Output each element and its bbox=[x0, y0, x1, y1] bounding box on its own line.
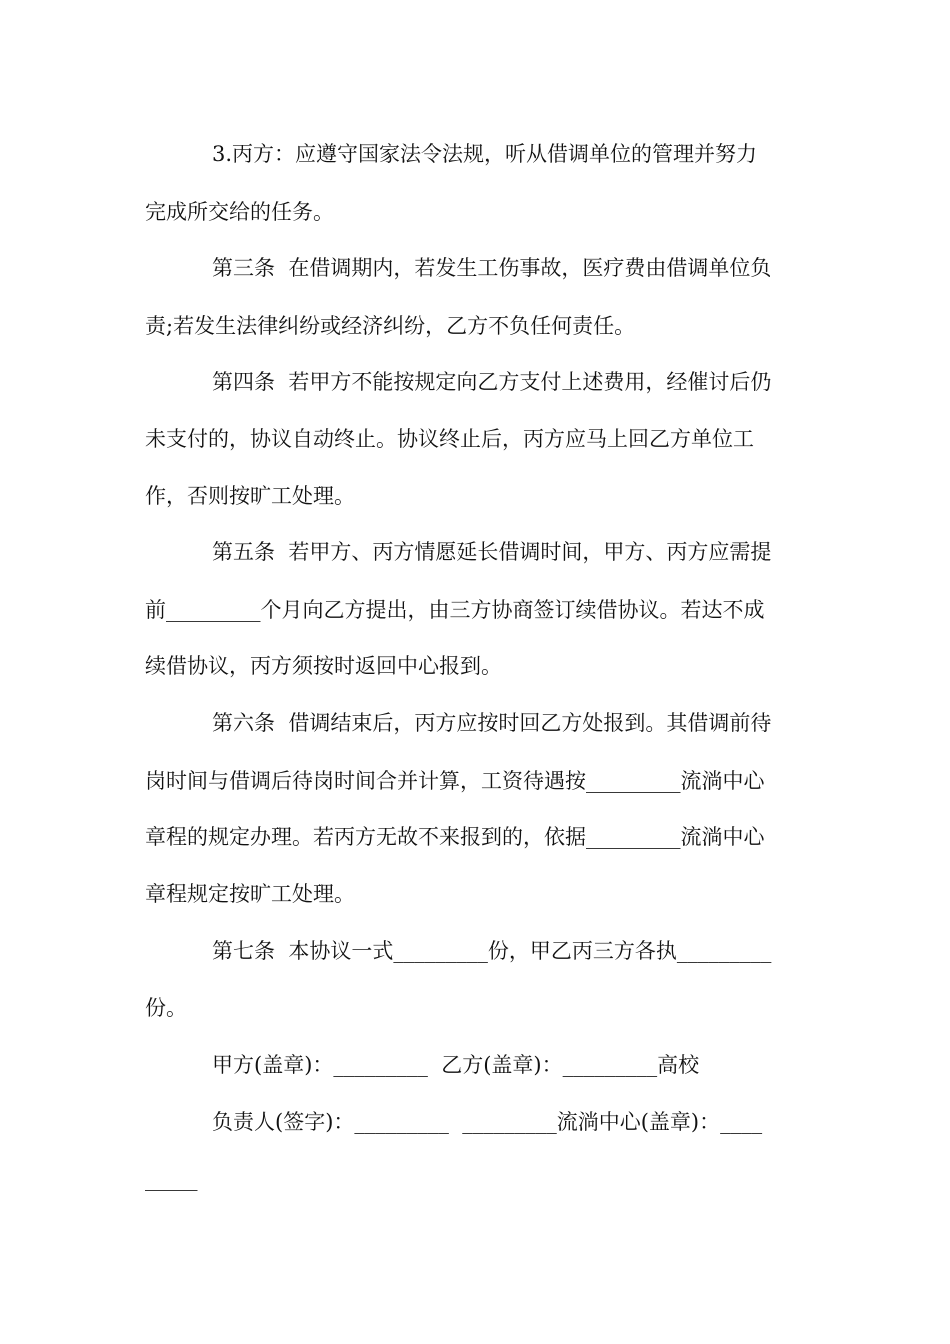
text-line-9: 前_________个月向乙方提出，由三方协商签订续借协议。若达不成 bbox=[145, 598, 765, 622]
text-line-15: 第七条 本协议一式_________份，甲乙丙三方各执_________ bbox=[212, 939, 772, 963]
text-line-11: 第六条 借调结束后，丙方应按时回乙方处报到。其借调前待 bbox=[212, 711, 772, 735]
signature-line-party-a-b: 甲方(盖章)：_________ 乙方(盖章)：_________高校 bbox=[212, 1053, 700, 1077]
text-line-12: 岗时间与借调后待岗时间合并计算，工资待遇按_________流淌中心 bbox=[145, 769, 765, 793]
text-line-10: 续借协议，丙方须按时返回中心报到。 bbox=[145, 654, 502, 678]
text-line-2: 完成所交给的任务。 bbox=[145, 200, 334, 224]
text-line-7: 作，否则按旷工处理。 bbox=[145, 484, 355, 508]
text-line-1: 3.丙方：应遵守国家法令法规，听从借调单位的管理并努力 bbox=[212, 142, 758, 166]
text-line-3: 第三条 在借调期内，若发生工伤事故，医疗费由借调单位负 bbox=[212, 256, 772, 280]
signature-line-continuation: _____ bbox=[145, 1167, 198, 1191]
text-line-4: 责;若发生法律纠纷或经济纠纷，乙方不负任何责任。 bbox=[145, 314, 636, 338]
text-line-14: 章程规定按旷工处理。 bbox=[145, 882, 355, 906]
text-line-5: 第四条 若甲方不能按规定向乙方支付上述费用，经催讨后仍 bbox=[212, 370, 772, 394]
text-line-8: 第五条 若甲方、丙方情愿延长借调时间，甲方、丙方应需提 bbox=[212, 540, 772, 564]
signature-line-responsible: 负责人(签字)：_________ _________流淌中心(盖章)：____ bbox=[212, 1110, 763, 1134]
text-line-16: 份。 bbox=[145, 996, 187, 1020]
text-line-13: 章程的规定办理。若丙方无故不来报到的，依据_________流淌中心 bbox=[145, 825, 765, 849]
text-line-6: 未支付的，协议自动终止。协议终止后，丙方应马上回乙方单位工 bbox=[145, 427, 754, 451]
